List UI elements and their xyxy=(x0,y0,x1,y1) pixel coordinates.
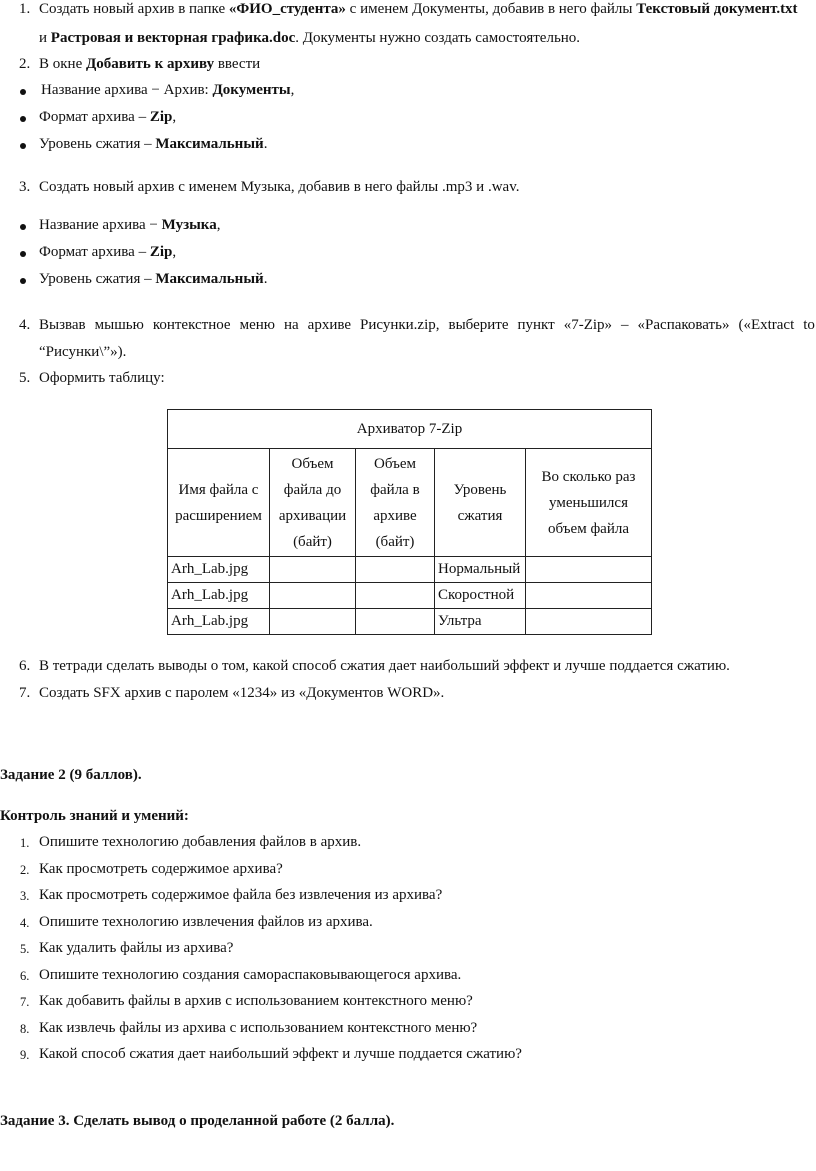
question-number: 6. xyxy=(20,969,30,983)
table-cell xyxy=(270,557,356,583)
bullet-item: Название архива − Архив: Документы, xyxy=(41,82,295,98)
task-4-line-2: “Рисунки\”»). xyxy=(39,344,127,360)
task-7-line: Создать SFX архив с паролем «1234» из «Документов WORD». xyxy=(39,685,445,701)
table-cell xyxy=(526,557,652,583)
question-item: Как удалить файлы из архива? xyxy=(39,940,234,956)
table-header: Во сколько раз уменьшился объем файла xyxy=(526,449,652,557)
table-title: Архиватор 7-Zip xyxy=(168,410,652,449)
task-number: 5. xyxy=(19,370,31,386)
bullet-icon xyxy=(20,224,26,230)
bullet-item: Уровень сжатия – Максимальный. xyxy=(39,271,268,287)
question-number: 2. xyxy=(20,863,30,877)
bullet-icon xyxy=(20,278,26,284)
question-item: Как просмотреть содержимое файла без извлечения из архива? xyxy=(39,887,443,903)
question-number: 7. xyxy=(20,995,30,1009)
bullet-item: Формат архива – Zip, xyxy=(39,244,177,260)
table-cell: Arh_Lab.jpg xyxy=(168,609,270,635)
bullet-icon xyxy=(20,251,26,257)
table-header: Имя файла с расширением xyxy=(168,449,270,557)
bullet-item: Название архива − Музыка, xyxy=(39,217,221,233)
archiver-table xyxy=(167,409,652,635)
table-cell: Скоростной xyxy=(435,583,526,609)
task-4-line-1: Вызвав мышью контекстное меню на архиве Рисунки.zip, выберите пункт «7-Zip» – «Распаковать» («Extract to xyxy=(39,317,815,333)
question-item: Как извлечь файлы из архива с использованием контекстного меню? xyxy=(39,1020,478,1036)
table-cell: Нормальный xyxy=(435,557,526,583)
bullet-item: Уровень сжатия – Максимальный. xyxy=(39,136,268,152)
table-header: Объем файла в архиве (байт) xyxy=(356,449,435,557)
question-item: Какой способ сжатия дает наибольший эффект и лучше поддается сжатию? xyxy=(39,1046,522,1062)
table-header: Объем файла до архивации (байт) xyxy=(270,449,356,557)
question-item: Опишите технологию создания самораспаковывающегося архива. xyxy=(39,967,462,983)
question-number: 3. xyxy=(20,889,30,903)
table-row xyxy=(168,609,652,635)
bullet-icon xyxy=(20,89,26,95)
table-cell xyxy=(270,609,356,635)
question-item: Как просмотреть содержимое архива? xyxy=(39,861,283,877)
task-number: 7. xyxy=(19,685,31,701)
question-number: 4. xyxy=(20,916,30,930)
question-item: Как добавить файлы в архив с использованием контекстного меню? xyxy=(39,993,473,1009)
table-cell xyxy=(356,557,435,583)
question-number: 5. xyxy=(20,942,30,956)
task-number: 6. xyxy=(19,658,31,674)
question-number: 1. xyxy=(20,836,30,850)
section-heading: Задание 3. Сделать вывод о проделанной работе (2 балла). xyxy=(0,1113,395,1129)
task-number: 1. xyxy=(19,1,31,17)
bullet-icon xyxy=(20,143,26,149)
task-number: 2. xyxy=(19,56,31,72)
section-heading: Задание 2 (9 баллов). xyxy=(0,767,142,783)
task-number: 3. xyxy=(19,179,31,195)
table-row xyxy=(168,583,652,609)
table-cell xyxy=(356,583,435,609)
table-cell: Arh_Lab.jpg xyxy=(168,557,270,583)
table-row xyxy=(168,557,652,583)
task-number: 4. xyxy=(19,317,31,333)
task-1-line-2: и Растровая и векторная графика.doc. Документы нужно создать самостоятельно. xyxy=(39,30,581,46)
table-cell xyxy=(526,609,652,635)
task-6-line: В тетради сделать выводы о том, какой способ сжатия дает наибольший эффект и лучше поддается сжатию. xyxy=(39,658,730,674)
table-cell: Ультра xyxy=(435,609,526,635)
table-cell xyxy=(270,583,356,609)
table-cell: Arh_Lab.jpg xyxy=(168,583,270,609)
task-3-line: Создать новый архив с именем Музыка, добавив в него файлы .mp3 и .wav. xyxy=(39,179,520,195)
task-5-line: Оформить таблицу: xyxy=(39,370,165,386)
bullet-icon xyxy=(20,116,26,122)
task-1-line-1: Создать новый архив в папке «ФИО_студента» с именем Документы, добавив в него файлы Текстовый документ.txt xyxy=(39,1,798,17)
table-header: Уровень сжатия xyxy=(435,449,526,557)
section-heading: Контроль знаний и умений: xyxy=(0,808,189,824)
table-cell xyxy=(526,583,652,609)
question-item: Опишите технологию добавления файлов в архив. xyxy=(39,834,362,850)
question-number: 9. xyxy=(20,1048,30,1062)
task-2-line: В окне Добавить к архиву ввести xyxy=(39,56,261,72)
table-cell xyxy=(356,609,435,635)
bullet-item: Формат архива – Zip, xyxy=(39,109,177,125)
question-item: Опишите технологию извлечения файлов из архива. xyxy=(39,914,373,930)
question-number: 8. xyxy=(20,1022,30,1036)
